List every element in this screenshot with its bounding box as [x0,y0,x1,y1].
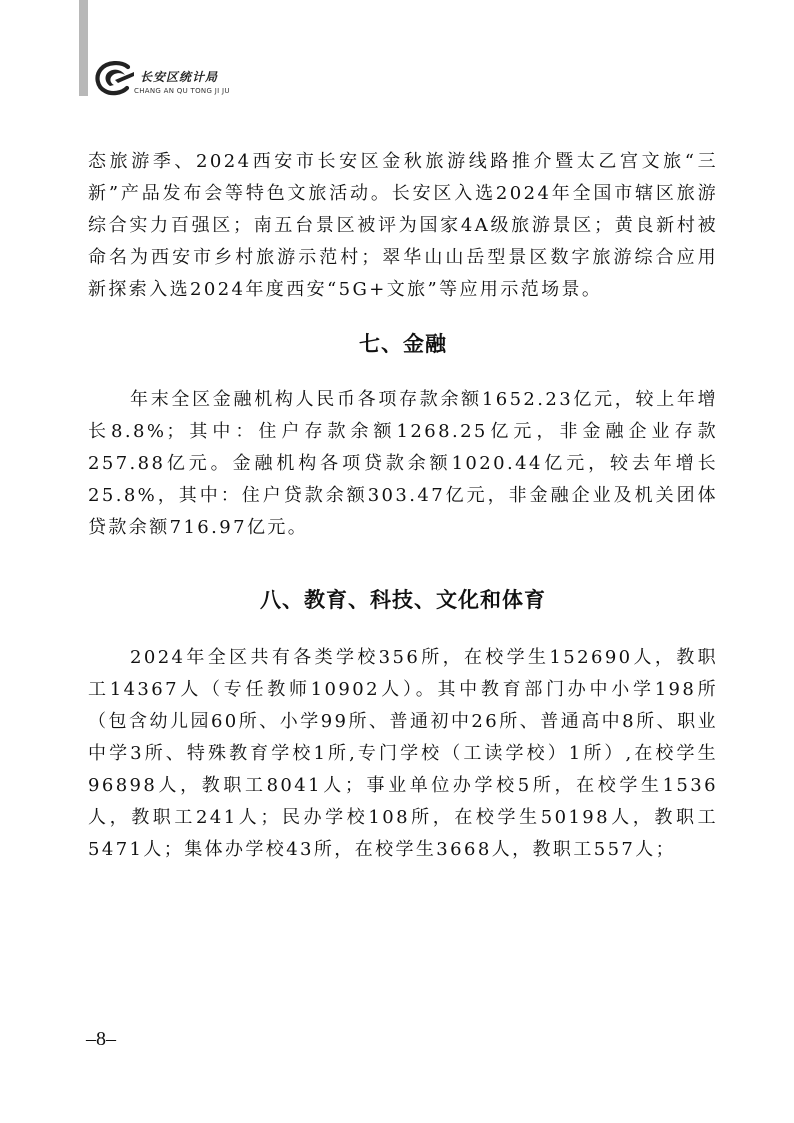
chang-an-statistics-bureau-logo-icon [94,60,138,96]
header-side-bar [79,0,88,96]
logo-chinese-name: 长安区统计局 [140,70,219,84]
section-heading-finance: 七、金融 [359,332,447,356]
paragraph-tourism-continued: 态旅游季、2024西安市长安区金秋旅游线路推介暨太乙宫文旅“三新”产品发布会等特色文旅活动。长安区入选2024年全国市辖区旅游综合实力百强区；南五台景区被评为国家4A级旅游景区；黄良新村被命名为西安市乡村旅游示范村；翠华山山岳型景区数字旅游综合应用新探索入选2024年度西安“5G+文旅”等应用示范场景。 [88,151,718,300]
paragraph-finance: 年末全区金融机构人民币各项存款余额1652.23亿元，较上年增长8.8%；其中：住户存款余额1268.25亿元，非金融企业存款257.88亿元。金融机构各项贷款余额1020.44亿元，较去年增长25.8%，其中：住户贷款余额303.47亿元，非金融企业及机关团体贷款余额716.97亿元。 [88,389,718,538]
document-body [88,146,718,866]
page-number: –8– [86,1028,116,1050]
header-logo [94,60,264,100]
paragraph-education: 2024年全区共有各类学校356所，在校学生152690人，教职工14367人（专任教师10902人）。其中教育部门办中小学198所（包含幼儿园60所、小学99所、普通初中26所、普通高中8所、职业中学3所、特殊教育学校1所,专门学校（工读学校）1所）,在校学生96898人，教职工8041人；事业单位办学校5所，在校学生1536人，教职工241人；民办学校108所，在校学生50198人，教职工5471人；集体办学校43所，在校学生3668人，教职工557人； [88,647,718,860]
section-heading-education: 八、教育、科技、文化和体育 [260,588,546,612]
logo-pinyin-name: CHANG AN QU TONG JI JU [134,87,230,95]
